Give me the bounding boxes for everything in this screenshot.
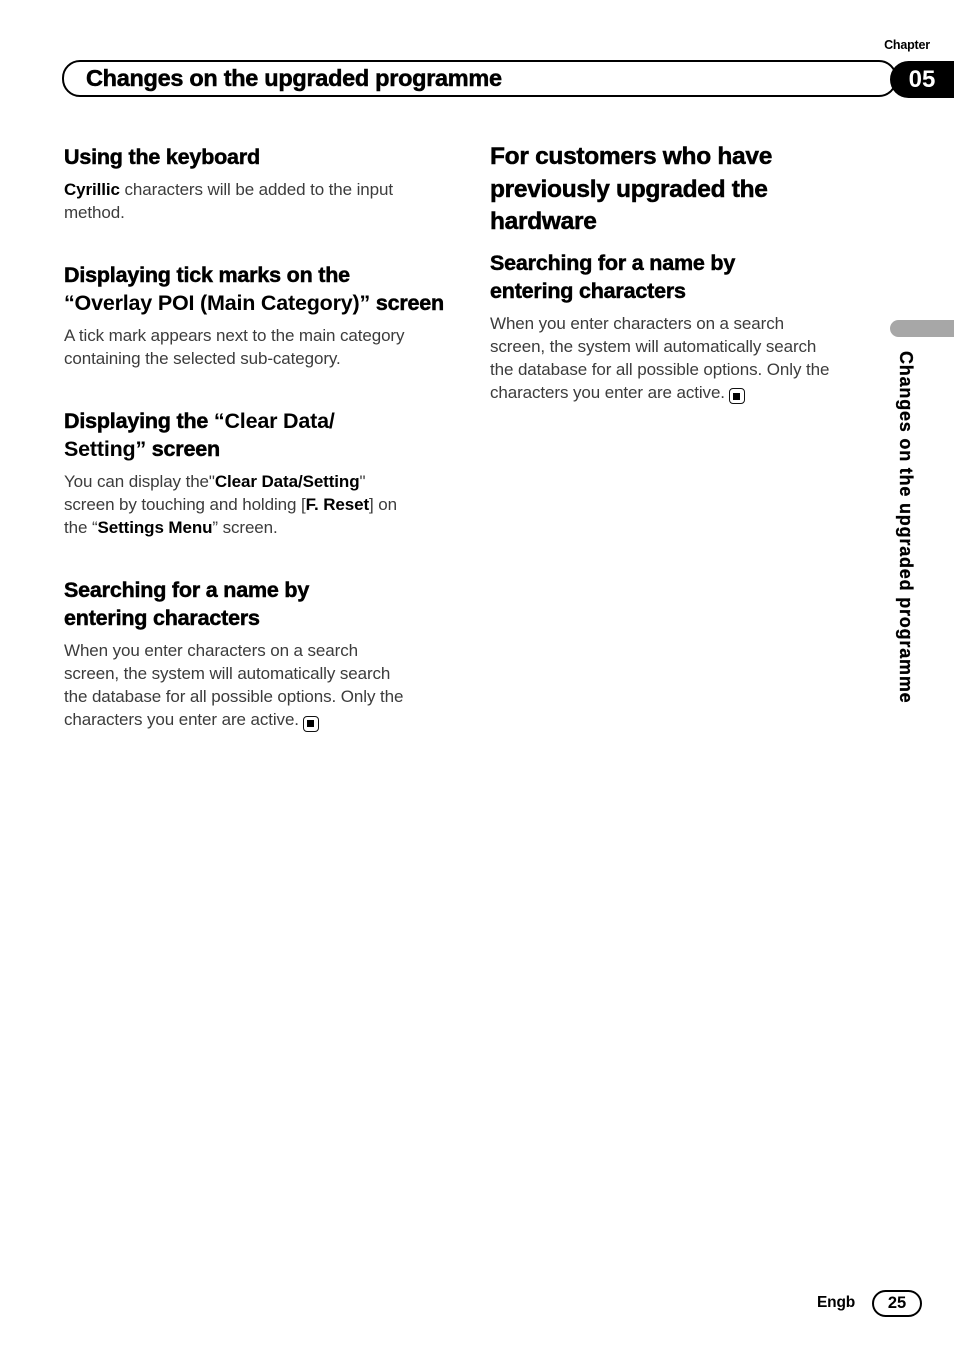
section-searching-for-a-name-right <box>490 249 888 405</box>
end-of-section-icon <box>729 388 745 404</box>
sidebar-tab <box>890 320 954 337</box>
chapter-number-badge <box>890 61 954 98</box>
page-title: Changes on the upgraded programme <box>86 65 502 91</box>
page-footer <box>760 1289 922 1317</box>
section-heading: Searching for a name by entering characters <box>490 250 736 303</box>
section-searching-for-a-name <box>64 576 462 732</box>
section-using-the-keyboard <box>64 143 462 224</box>
section-paragraph <box>64 324 462 370</box>
paragraph-text: When you enter characters on a search screen, the system will automatically search the database for all possible options. Only the characters you enter are active. <box>64 641 404 729</box>
section-paragraph <box>64 470 462 539</box>
main-heading-for-customers: For customers who have previously upgraded the hardware <box>490 143 773 235</box>
end-of-section-icon-dot <box>307 720 314 727</box>
chapter-label: Chapter <box>884 38 930 52</box>
section-paragraph <box>64 639 462 732</box>
section-heading: Using the keyboard <box>64 145 260 169</box>
right-column <box>490 141 888 404</box>
end-of-section-icon-dot <box>733 393 740 400</box>
section-displaying-tick-marks <box>64 261 462 370</box>
paragraph-text: When you enter characters on a search screen, the system will automatically search the database for all possible options. Only the characters you enter are active. <box>490 313 830 402</box>
chapter-number: 05 <box>908 65 936 93</box>
sidebar-chapter-title-vertical: Changes on the upgraded programme <box>896 351 916 704</box>
section-heading: Searching for a name by entering characters <box>64 578 310 630</box>
section-heading: Displaying the “Clear Data/ Setting” screen <box>64 409 335 461</box>
paragraph-text: You can display the"Clear Data/Setting" screen by touching and holding [F. Reset] on the “Settings Menu” screen. <box>64 472 398 537</box>
left-column <box>64 143 462 732</box>
paragraph-text: A tick mark appears next to the main category containing the selected sub-category. <box>64 326 405 368</box>
page-title-banner <box>62 60 897 97</box>
section-paragraph <box>490 312 888 405</box>
section-paragraph <box>64 178 462 224</box>
end-of-section-icon <box>303 716 319 732</box>
page-number: 25 <box>887 1293 907 1312</box>
paragraph-text: Cyrillic characters will be added to the input method. <box>64 180 393 222</box>
section-displaying-clear-data-setting <box>64 407 462 539</box>
page-number-pill <box>872 1290 922 1317</box>
section-heading: Displaying tick marks on the “Overlay POI (Main Category)” screen <box>64 263 444 315</box>
language-code: Engb <box>817 1294 855 1311</box>
